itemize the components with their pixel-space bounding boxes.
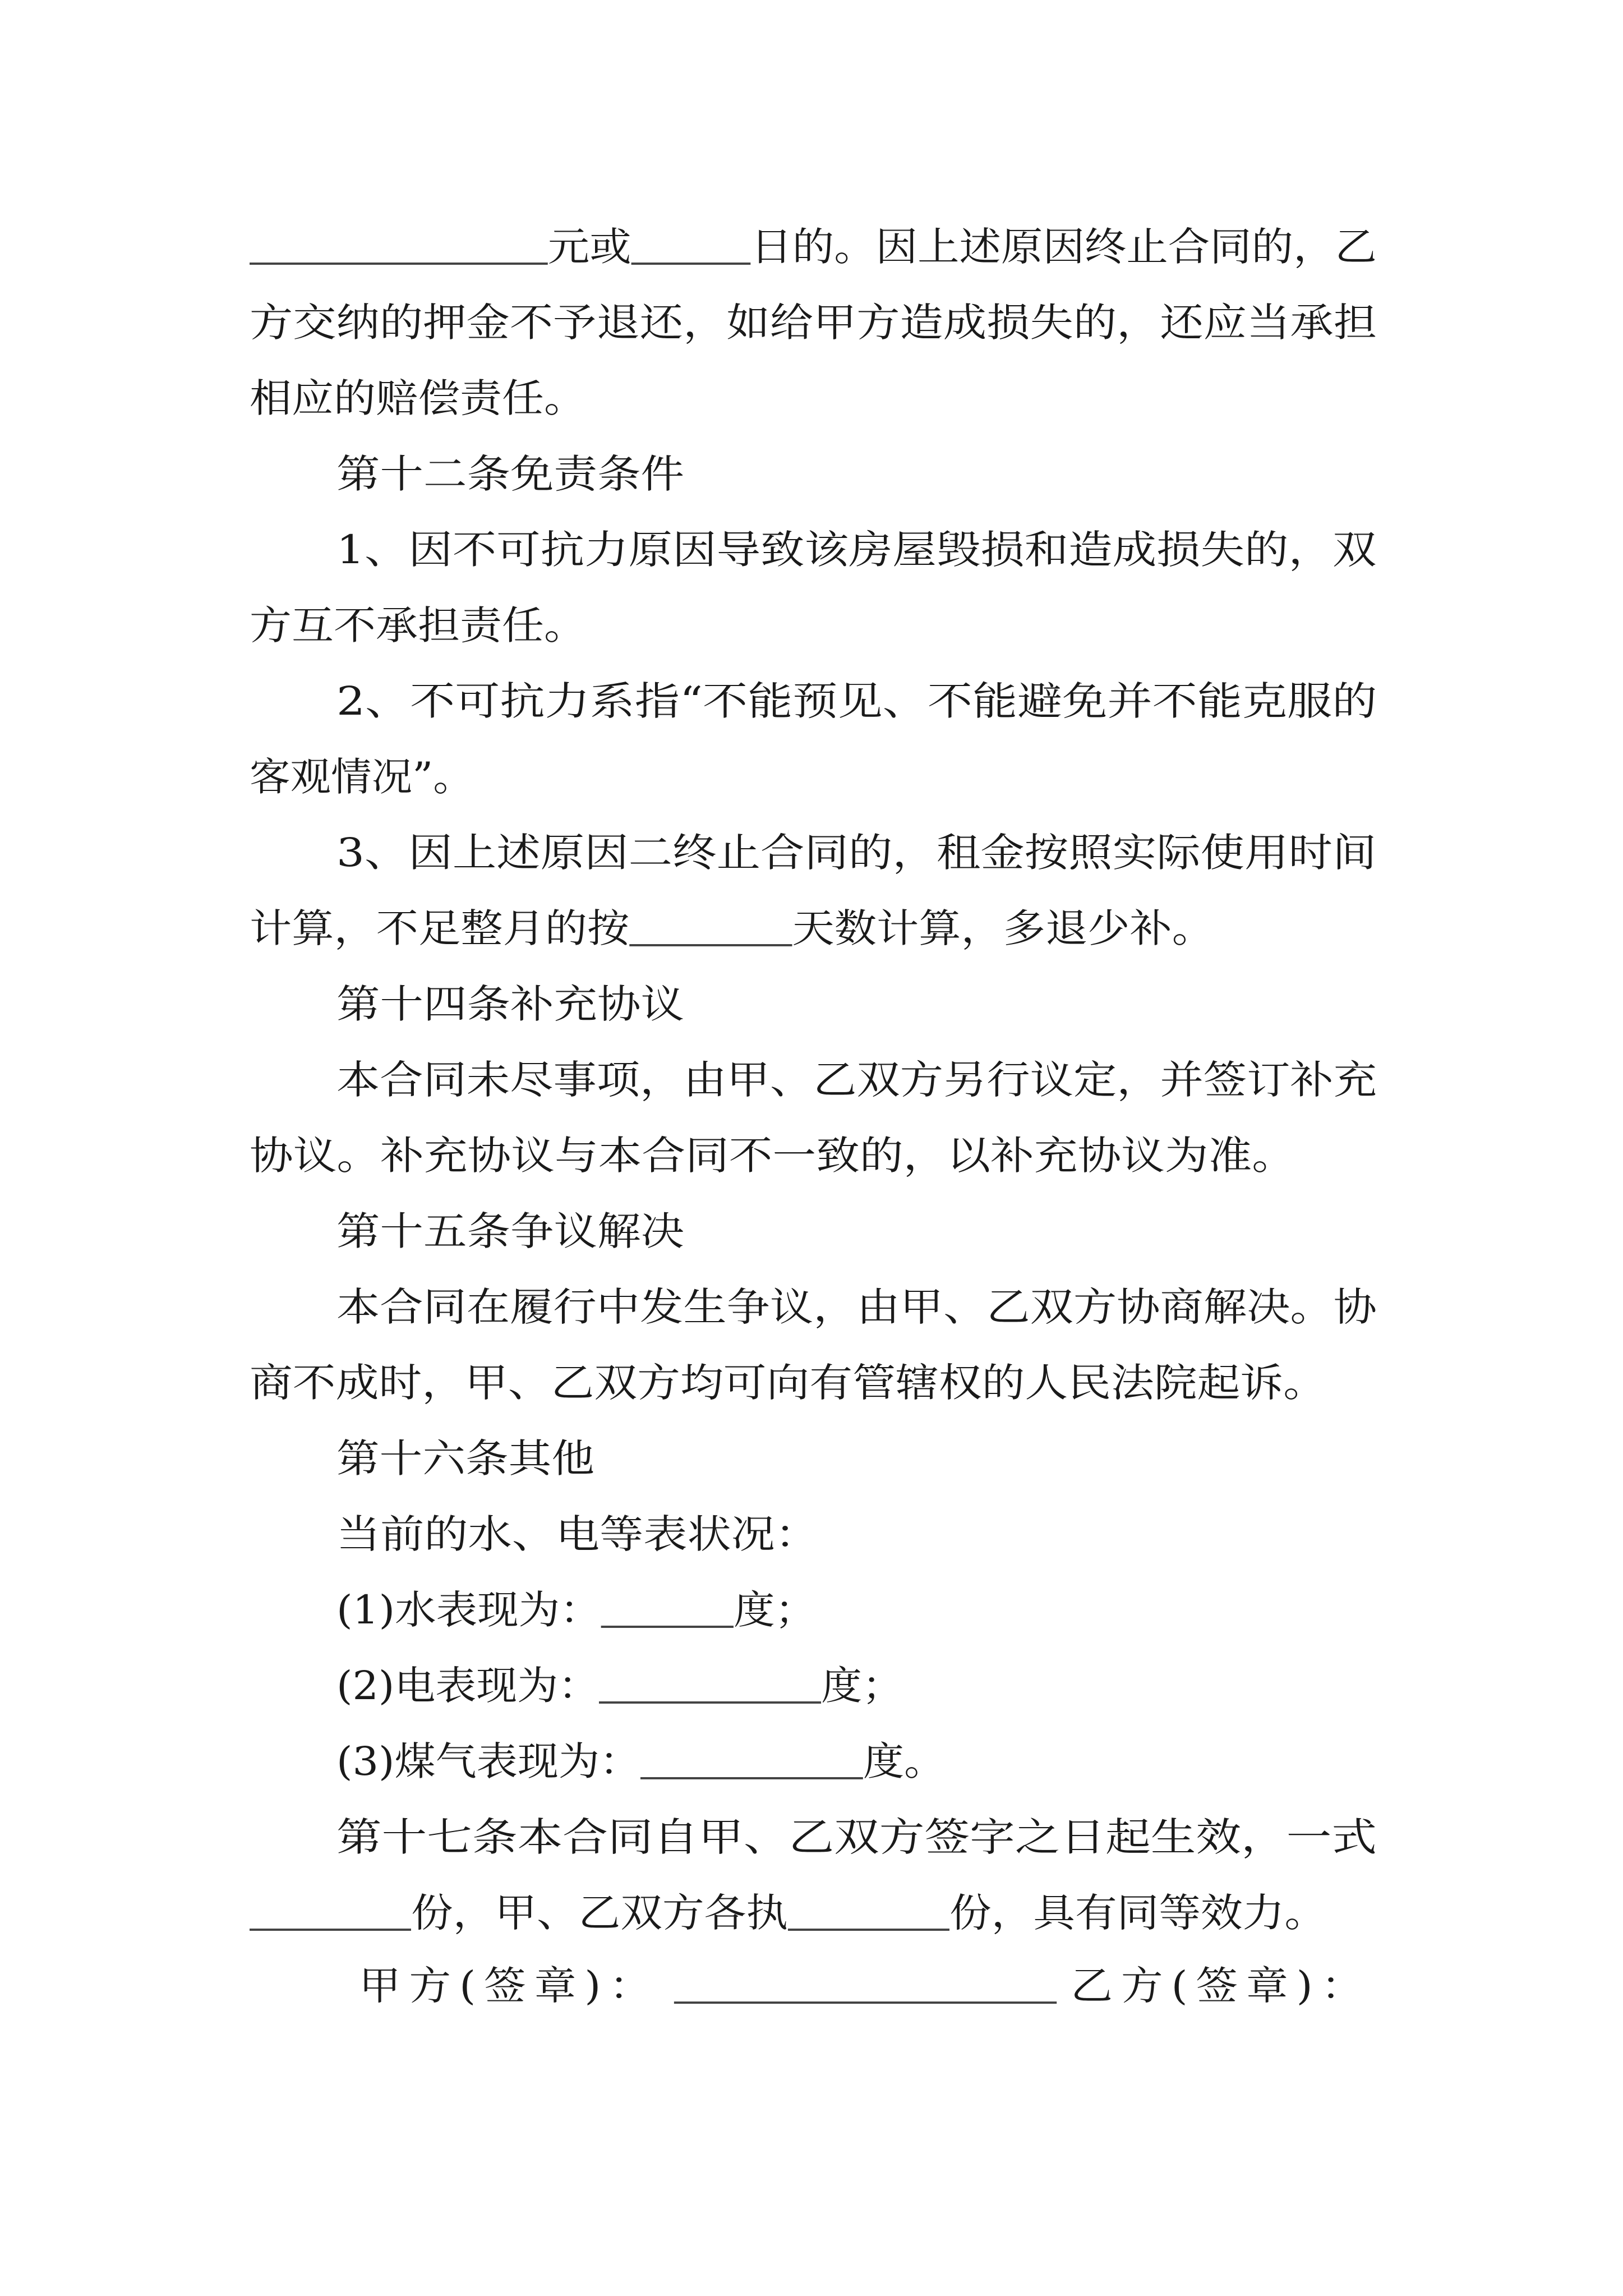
- text-line-10: [250, 889, 1214, 968]
- line-5-content: [336, 510, 1376, 589]
- text-segment: 2、不可抗力系指“不能预见、不能避免并不能克服的: [336, 678, 1377, 724]
- electric-meter-blank[interactable]: [599, 1670, 821, 1704]
- text-segment: 3、因上述原因二终止合同的，租金按照实际使用时间: [336, 830, 1377, 876]
- text-line-2: [250, 283, 1377, 362]
- text-segment: 第十五条争议解决: [336, 1208, 684, 1254]
- text-line-13: [250, 1116, 1295, 1195]
- gas-meter-content: [336, 1722, 945, 1801]
- text-line-16: [250, 1343, 1326, 1422]
- line-2-content: [250, 283, 1377, 362]
- text-line-15: [336, 1268, 1377, 1346]
- text-line-1: [250, 208, 1377, 286]
- line-23-content: [250, 1874, 1326, 1952]
- line-16-content: [250, 1343, 1326, 1422]
- text-segment: 日的。因上述原因终止合同的，乙: [750, 224, 1377, 270]
- copies-blank[interactable]: [250, 1897, 411, 1931]
- line-10-content: [250, 889, 1214, 968]
- text-line-12: [336, 1041, 1377, 1119]
- line-8-content: [250, 738, 474, 816]
- text-segment: 天数计算，多退少补。: [792, 905, 1214, 951]
- party-a-signature-label: 甲方(签章)：: [359, 1963, 660, 2009]
- amount-blank[interactable]: [250, 231, 548, 265]
- section-heading-12: [336, 435, 684, 513]
- text-segment: 计算，不足整月的按: [250, 905, 630, 951]
- line-9-content: [336, 813, 1376, 892]
- heading-content: [336, 1192, 684, 1271]
- line-6-content: [250, 586, 586, 665]
- text-line-22: [336, 1798, 1377, 1876]
- text-segment: 当前的水、电等表状况：: [336, 1511, 819, 1557]
- text-segment: 度；: [734, 1587, 817, 1633]
- text-segment: 第十二条免责条件: [336, 451, 684, 497]
- electric-meter-line: [336, 1646, 903, 1725]
- electric-meter-content: [336, 1646, 903, 1725]
- section-heading-16: [336, 1419, 594, 1498]
- text-segment: 第十七条本合同自甲、乙双方签字之日起生效，一式: [336, 1814, 1377, 1860]
- section-heading-15: [336, 1192, 684, 1271]
- text-line-8: [250, 738, 474, 816]
- line-12-content: [336, 1041, 1377, 1119]
- line-7-content: [336, 662, 1377, 740]
- days-blank[interactable]: [631, 231, 751, 265]
- text-segment: 方交纳的押金不予退还，如给甲方造成损失的，还应当承担: [250, 300, 1377, 346]
- heading-content: [336, 1419, 594, 1498]
- heading-content: [336, 965, 684, 1043]
- text-segment: 相应的赔偿责任。: [250, 375, 586, 421]
- heading-content: [336, 435, 684, 513]
- text-segment: 方互不承担责任。: [250, 602, 586, 648]
- text-segment: (1)水表现为：: [336, 1587, 601, 1633]
- text-line-23: [250, 1874, 1326, 1952]
- days-count-blank[interactable]: [629, 913, 792, 946]
- text-segment: 度；: [821, 1663, 903, 1709]
- text-segment: 客观情况”。: [250, 754, 474, 800]
- text-segment: 度。: [863, 1738, 946, 1784]
- text-segment: 本合同在履行中发生争议，由甲、乙双方协商解决。协: [336, 1284, 1377, 1330]
- line-22-content: [336, 1798, 1377, 1876]
- party-b-signature-label: 乙方(签章)：: [1071, 1963, 1372, 2009]
- text-segment: (3)煤气表现为：: [336, 1738, 641, 1784]
- gas-meter-blank[interactable]: [640, 1746, 863, 1779]
- line-1-content: [250, 208, 1377, 286]
- line-13-content: [250, 1116, 1295, 1195]
- text-segment: 元或: [547, 224, 631, 270]
- text-segment: 商不成时，甲、乙双方均可向有管辖权的人民法院起诉。: [250, 1360, 1326, 1406]
- water-meter-blank[interactable]: [601, 1594, 734, 1628]
- party-a-signature-blank[interactable]: [674, 1970, 1056, 2004]
- signature-line: [359, 1947, 1372, 2025]
- water-meter-content: [336, 1571, 816, 1649]
- line-18-content: [336, 1495, 819, 1573]
- text-line-6: [250, 586, 586, 665]
- text-segment: 第十四条补充协议: [336, 981, 684, 1027]
- section-heading-14: [336, 965, 684, 1043]
- text-line-9: [336, 813, 1377, 892]
- gas-meter-line: [336, 1722, 946, 1801]
- water-meter-line: [336, 1571, 817, 1649]
- text-segment: 份，甲、乙双方各执: [411, 1890, 788, 1936]
- text-segment: 份，具有同等效力。: [949, 1890, 1326, 1936]
- text-line-7: [336, 662, 1377, 740]
- text-segment: 本合同未尽事项，由甲、乙双方另行议定，并签订补充: [336, 1057, 1377, 1103]
- text-segment: (2)电表现为：: [336, 1663, 600, 1709]
- text-line-3: [250, 359, 586, 438]
- signature-content: [359, 1947, 1371, 2025]
- text-segment: 第十六条其他: [336, 1435, 594, 1481]
- text-segment: 1、因不可抗力原因导致该房屋毁损和造成损失的，双: [336, 527, 1377, 573]
- line-3-content: [250, 359, 586, 438]
- text-line-5: [336, 510, 1377, 589]
- text-segment: 协议。补充协议与本合同不一致的，以补充协议为准。: [250, 1133, 1295, 1179]
- line-15-content: [336, 1268, 1377, 1346]
- text-line-18: [336, 1495, 819, 1573]
- copies-each-blank[interactable]: [788, 1897, 949, 1931]
